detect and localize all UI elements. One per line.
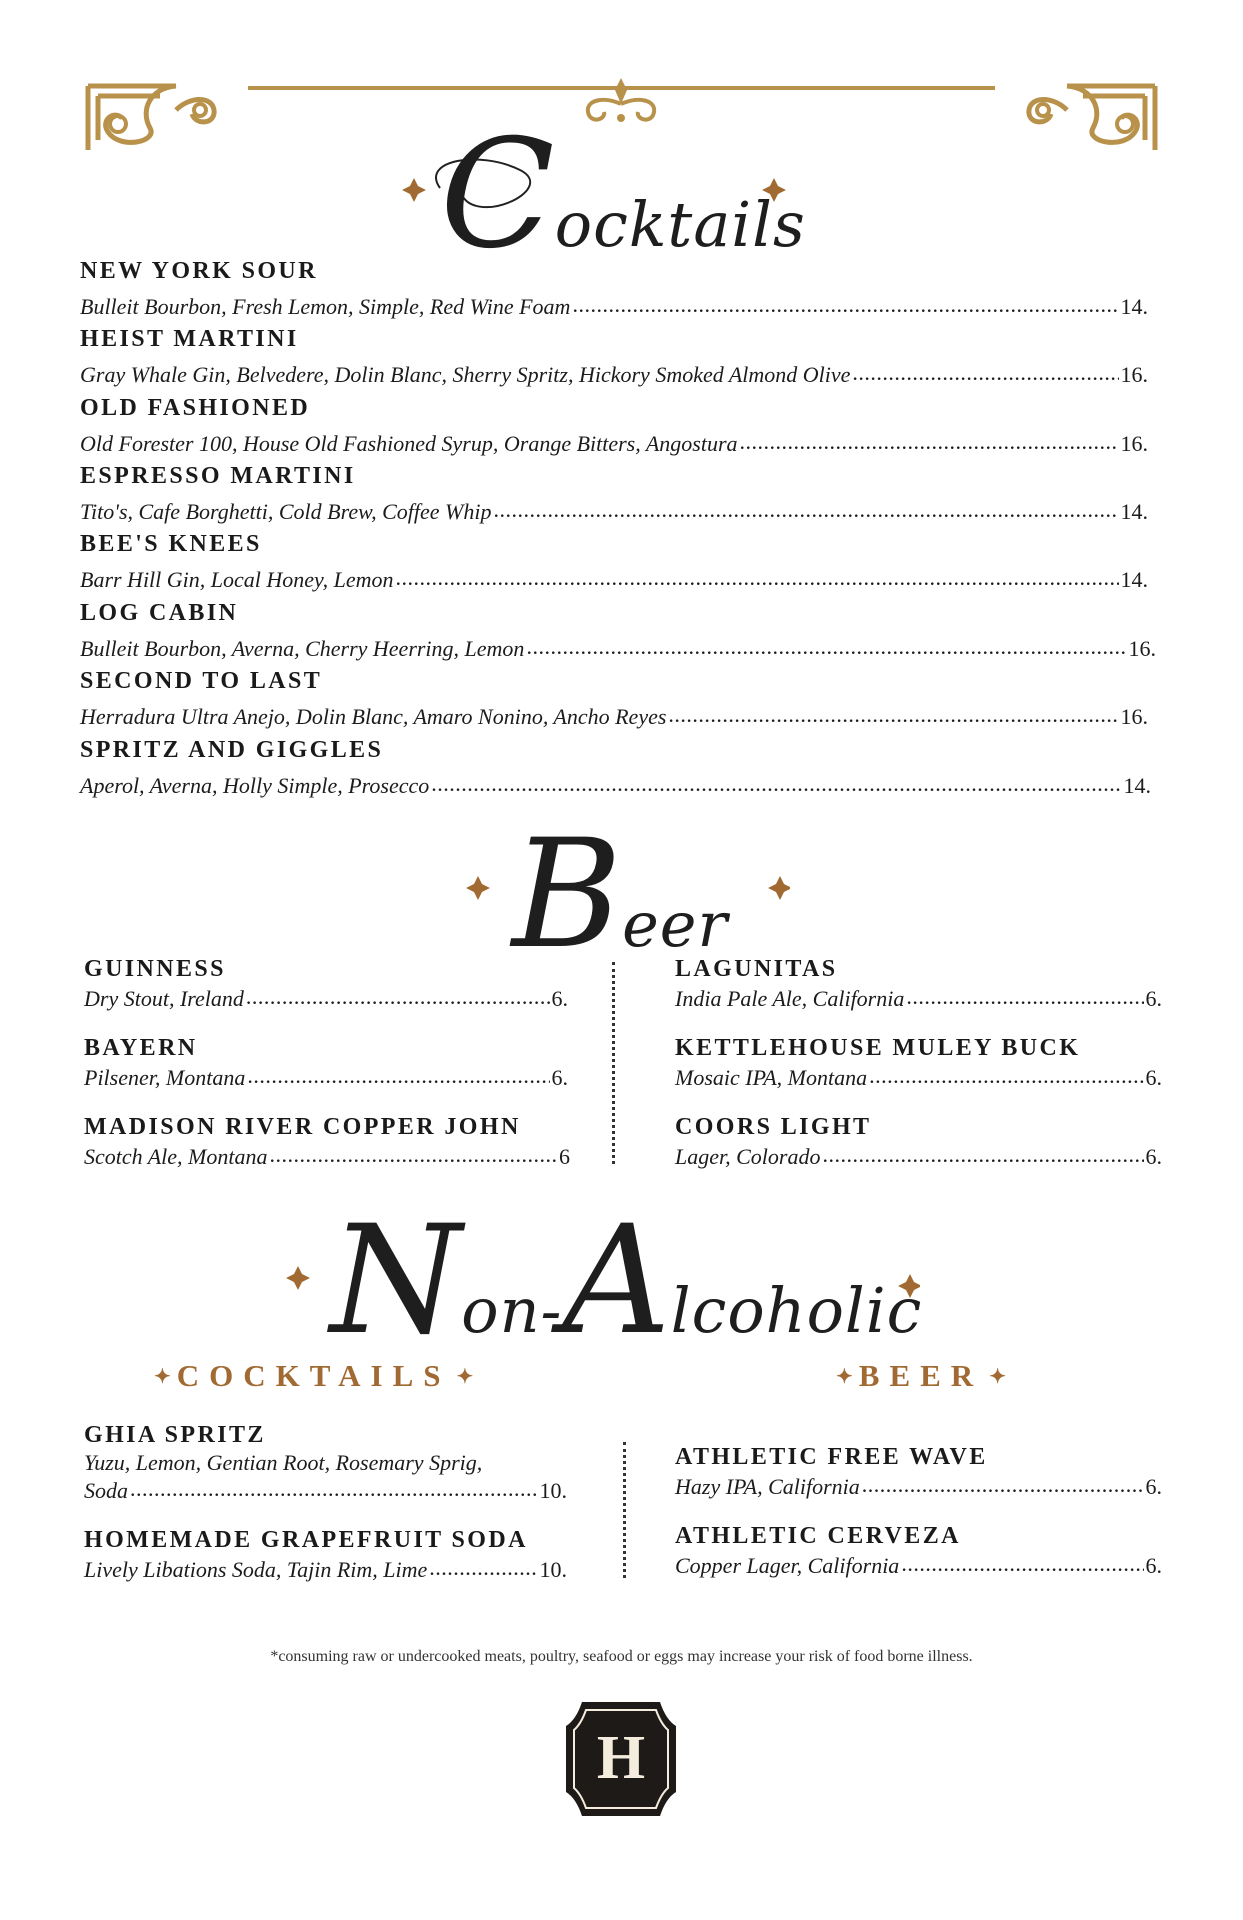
cocktail-price: 16. xyxy=(1120,704,1148,729)
cocktail-name: HEIST MARTINI xyxy=(80,326,299,352)
na-title-cap-a: A xyxy=(562,1194,671,1368)
na-cocktail-name: HOMEMADE GRAPEFRUIT SODA xyxy=(84,1527,528,1553)
leader-dots xyxy=(901,1551,1143,1573)
beer-detail-line xyxy=(675,984,1162,1012)
na-beer-price: 6. xyxy=(1145,1474,1162,1499)
cocktail-name: NEW YORK SOUR xyxy=(80,258,318,284)
na-cocktail-price: 10. xyxy=(539,1557,567,1582)
cocktail-detail-line xyxy=(80,771,1151,799)
leader-dots xyxy=(740,429,1119,451)
na-cocktail-description-first-line xyxy=(84,1450,482,1476)
cocktail-name: SECOND TO LAST xyxy=(80,668,323,694)
cocktail-detail-line xyxy=(80,497,1148,525)
na-title-cap-n: N xyxy=(330,1194,462,1368)
beer-name: COORS LIGHT xyxy=(675,1114,872,1140)
beer-detail-line xyxy=(675,1142,1162,1170)
beer-price: 6 xyxy=(559,1144,570,1169)
cocktail-description: Aperol, Averna, Holly Simple, Prosecco xyxy=(80,773,430,798)
leader-dots xyxy=(246,984,550,1006)
leader-dots xyxy=(130,1476,538,1498)
leader-dots xyxy=(494,497,1119,519)
beer-price: 6. xyxy=(1145,986,1162,1011)
cocktails-section-title xyxy=(440,108,806,282)
na-beer-label: BEER xyxy=(858,1358,984,1393)
star-ornament-icon: ✦ xyxy=(154,1365,171,1388)
star-ornament-icon: ✦ xyxy=(836,1365,853,1388)
na-beer-price: 6. xyxy=(1145,1553,1162,1578)
cocktail-description: Herradura Ultra Anejo, Dolin Blanc, Amaro Nonino, Ancho Reyes xyxy=(80,704,667,729)
cocktail-price: 14. xyxy=(1120,294,1148,319)
leader-dots xyxy=(668,702,1118,724)
beer-title-cap: B xyxy=(511,808,623,982)
cocktail-description: Old Forester 100, House Old Fashioned Syrup, Orange Bitters, Angostura xyxy=(80,431,738,456)
cocktail-detail-line xyxy=(80,634,1156,662)
beer-price: 6. xyxy=(551,986,568,1011)
beer-price: 6. xyxy=(551,1065,568,1090)
left-corner-flourish-icon xyxy=(88,86,214,150)
right-corner-flourish-icon xyxy=(1029,86,1155,150)
beer-detail-line xyxy=(84,1063,568,1091)
cocktail-detail-line xyxy=(80,702,1148,730)
na-cocktail-detail-line xyxy=(84,1476,567,1504)
beer-name: LAGUNITAS xyxy=(675,956,838,982)
cocktail-price: 14. xyxy=(1123,773,1151,798)
na-cocktails-subheading xyxy=(148,1358,479,1394)
cocktail-name: ESPRESSO MARTINI xyxy=(80,463,356,489)
leader-dots xyxy=(852,360,1118,382)
beer-title-rest: eer xyxy=(622,888,729,961)
na-beer-description: Hazy IPA, California xyxy=(675,1474,860,1499)
beer-detail-line xyxy=(675,1063,1162,1091)
star-ornament-icon: ✦ xyxy=(989,1365,1006,1388)
na-cocktail-description-cont: Soda xyxy=(84,1478,128,1503)
star-ornament-icon: ✦ xyxy=(456,1365,474,1388)
cocktail-description: Gray Whale Gin, Belvedere, Dolin Blanc, Sherry Spritz, Hickory Smoked Almond Olive xyxy=(80,362,851,387)
na-cocktail-price: 10. xyxy=(539,1478,567,1503)
non-alcoholic-section-title xyxy=(330,1194,923,1368)
cocktail-description: Bulleit Bourbon, Fresh Lemon, Simple, Red Wine Foam xyxy=(80,294,571,319)
na-beer-description: Copper Lager, California xyxy=(675,1553,900,1578)
cocktail-detail-line xyxy=(80,360,1148,388)
beer-detail-line xyxy=(84,984,568,1012)
leader-dots xyxy=(431,771,1121,793)
leader-dots xyxy=(270,1142,558,1164)
cocktail-detail-line xyxy=(80,292,1148,320)
cocktail-name: LOG CABIN xyxy=(80,600,239,626)
cocktail-price: 14. xyxy=(1120,499,1148,524)
center-fleur-icon xyxy=(588,78,654,122)
beer-price: 6. xyxy=(1145,1144,1162,1169)
na-cocktails-label: COCKTAILS xyxy=(176,1358,451,1393)
cocktails-title-cap: C xyxy=(440,108,555,282)
cocktail-name: SPRITZ AND GIGGLES xyxy=(80,737,384,763)
na-beer-name: ATHLETIC FREE WAVE xyxy=(675,1444,988,1470)
na-cocktail-detail-line xyxy=(84,1555,567,1583)
beer-name: BAYERN xyxy=(84,1035,198,1061)
cocktail-price: 16. xyxy=(1128,636,1156,661)
leader-dots xyxy=(429,1555,537,1577)
beer-description: India Pale Ale, California xyxy=(675,986,905,1011)
na-cocktail-name: GHIA SPRITZ xyxy=(84,1422,266,1448)
leader-dots xyxy=(862,1472,1144,1494)
beer-detail-line xyxy=(84,1142,570,1170)
beer-column-divider xyxy=(612,962,615,1164)
beer-description: Lager, Colorado xyxy=(675,1144,821,1169)
leader-dots xyxy=(247,1063,549,1085)
cocktail-price: 16. xyxy=(1120,362,1148,387)
leader-dots xyxy=(396,565,1119,587)
leader-dots xyxy=(906,984,1143,1006)
cocktail-description: Tito's, Cafe Borghetti, Cold Brew, Coffee Whip xyxy=(80,499,492,524)
cocktail-price: 16. xyxy=(1120,431,1148,456)
na-beer-subheading xyxy=(830,1358,1012,1394)
cocktail-description: Barr Hill Gin, Local Honey, Lemon xyxy=(80,567,394,592)
cocktail-price: 14. xyxy=(1120,567,1148,592)
beer-description: Dry Stout, Ireland xyxy=(84,986,244,1011)
cocktails-title-rest: ocktails xyxy=(554,188,806,261)
cocktail-name: BEE'S KNEES xyxy=(80,531,262,557)
leader-dots xyxy=(572,292,1118,314)
beer-section-title xyxy=(500,808,740,982)
cocktail-detail-line xyxy=(80,565,1148,593)
na-column-divider xyxy=(623,1442,626,1578)
beer-name: MADISON RIVER COPPER JOHN xyxy=(84,1114,521,1140)
leader-dots xyxy=(822,1142,1143,1164)
cocktail-name: OLD FASHIONED xyxy=(80,395,311,421)
na-beer-name: ATHLETIC CERVEZA xyxy=(675,1523,961,1549)
beer-name: GUINNESS xyxy=(84,956,226,982)
na-beer-detail-line xyxy=(675,1472,1162,1500)
logo-letter: H xyxy=(596,1724,646,1792)
beer-description: Scotch Ale, Montana xyxy=(84,1144,268,1169)
cocktail-description: Bulleit Bourbon, Averna, Cherry Heerring, Lemon xyxy=(80,636,525,661)
na-cocktail-description: Lively Libations Soda, Tajin Rim, Lime xyxy=(84,1557,428,1582)
beer-description: Mosaic IPA, Montana xyxy=(675,1065,868,1090)
na-beer-detail-line xyxy=(675,1551,1162,1579)
beer-name: KETTLEHOUSE MULEY BUCK xyxy=(675,1035,1081,1061)
na-title-rest-2: lcoholic xyxy=(670,1274,923,1347)
na-cocktail-description: Yuzu, Lemon, Gentian Root, Rosemary Sprig, xyxy=(84,1450,483,1475)
beer-description: Pilsener, Montana xyxy=(84,1065,246,1090)
na-title-rest-1: on- xyxy=(461,1274,563,1347)
leader-dots xyxy=(526,634,1126,656)
food-safety-disclaimer: *consuming raw or undercooked meats, poultry, seafood or eggs may increase your risk of food borne illness. xyxy=(270,1648,973,1665)
beer-price: 6. xyxy=(1145,1065,1162,1090)
cocktail-detail-line xyxy=(80,429,1148,457)
leader-dots xyxy=(869,1063,1143,1085)
